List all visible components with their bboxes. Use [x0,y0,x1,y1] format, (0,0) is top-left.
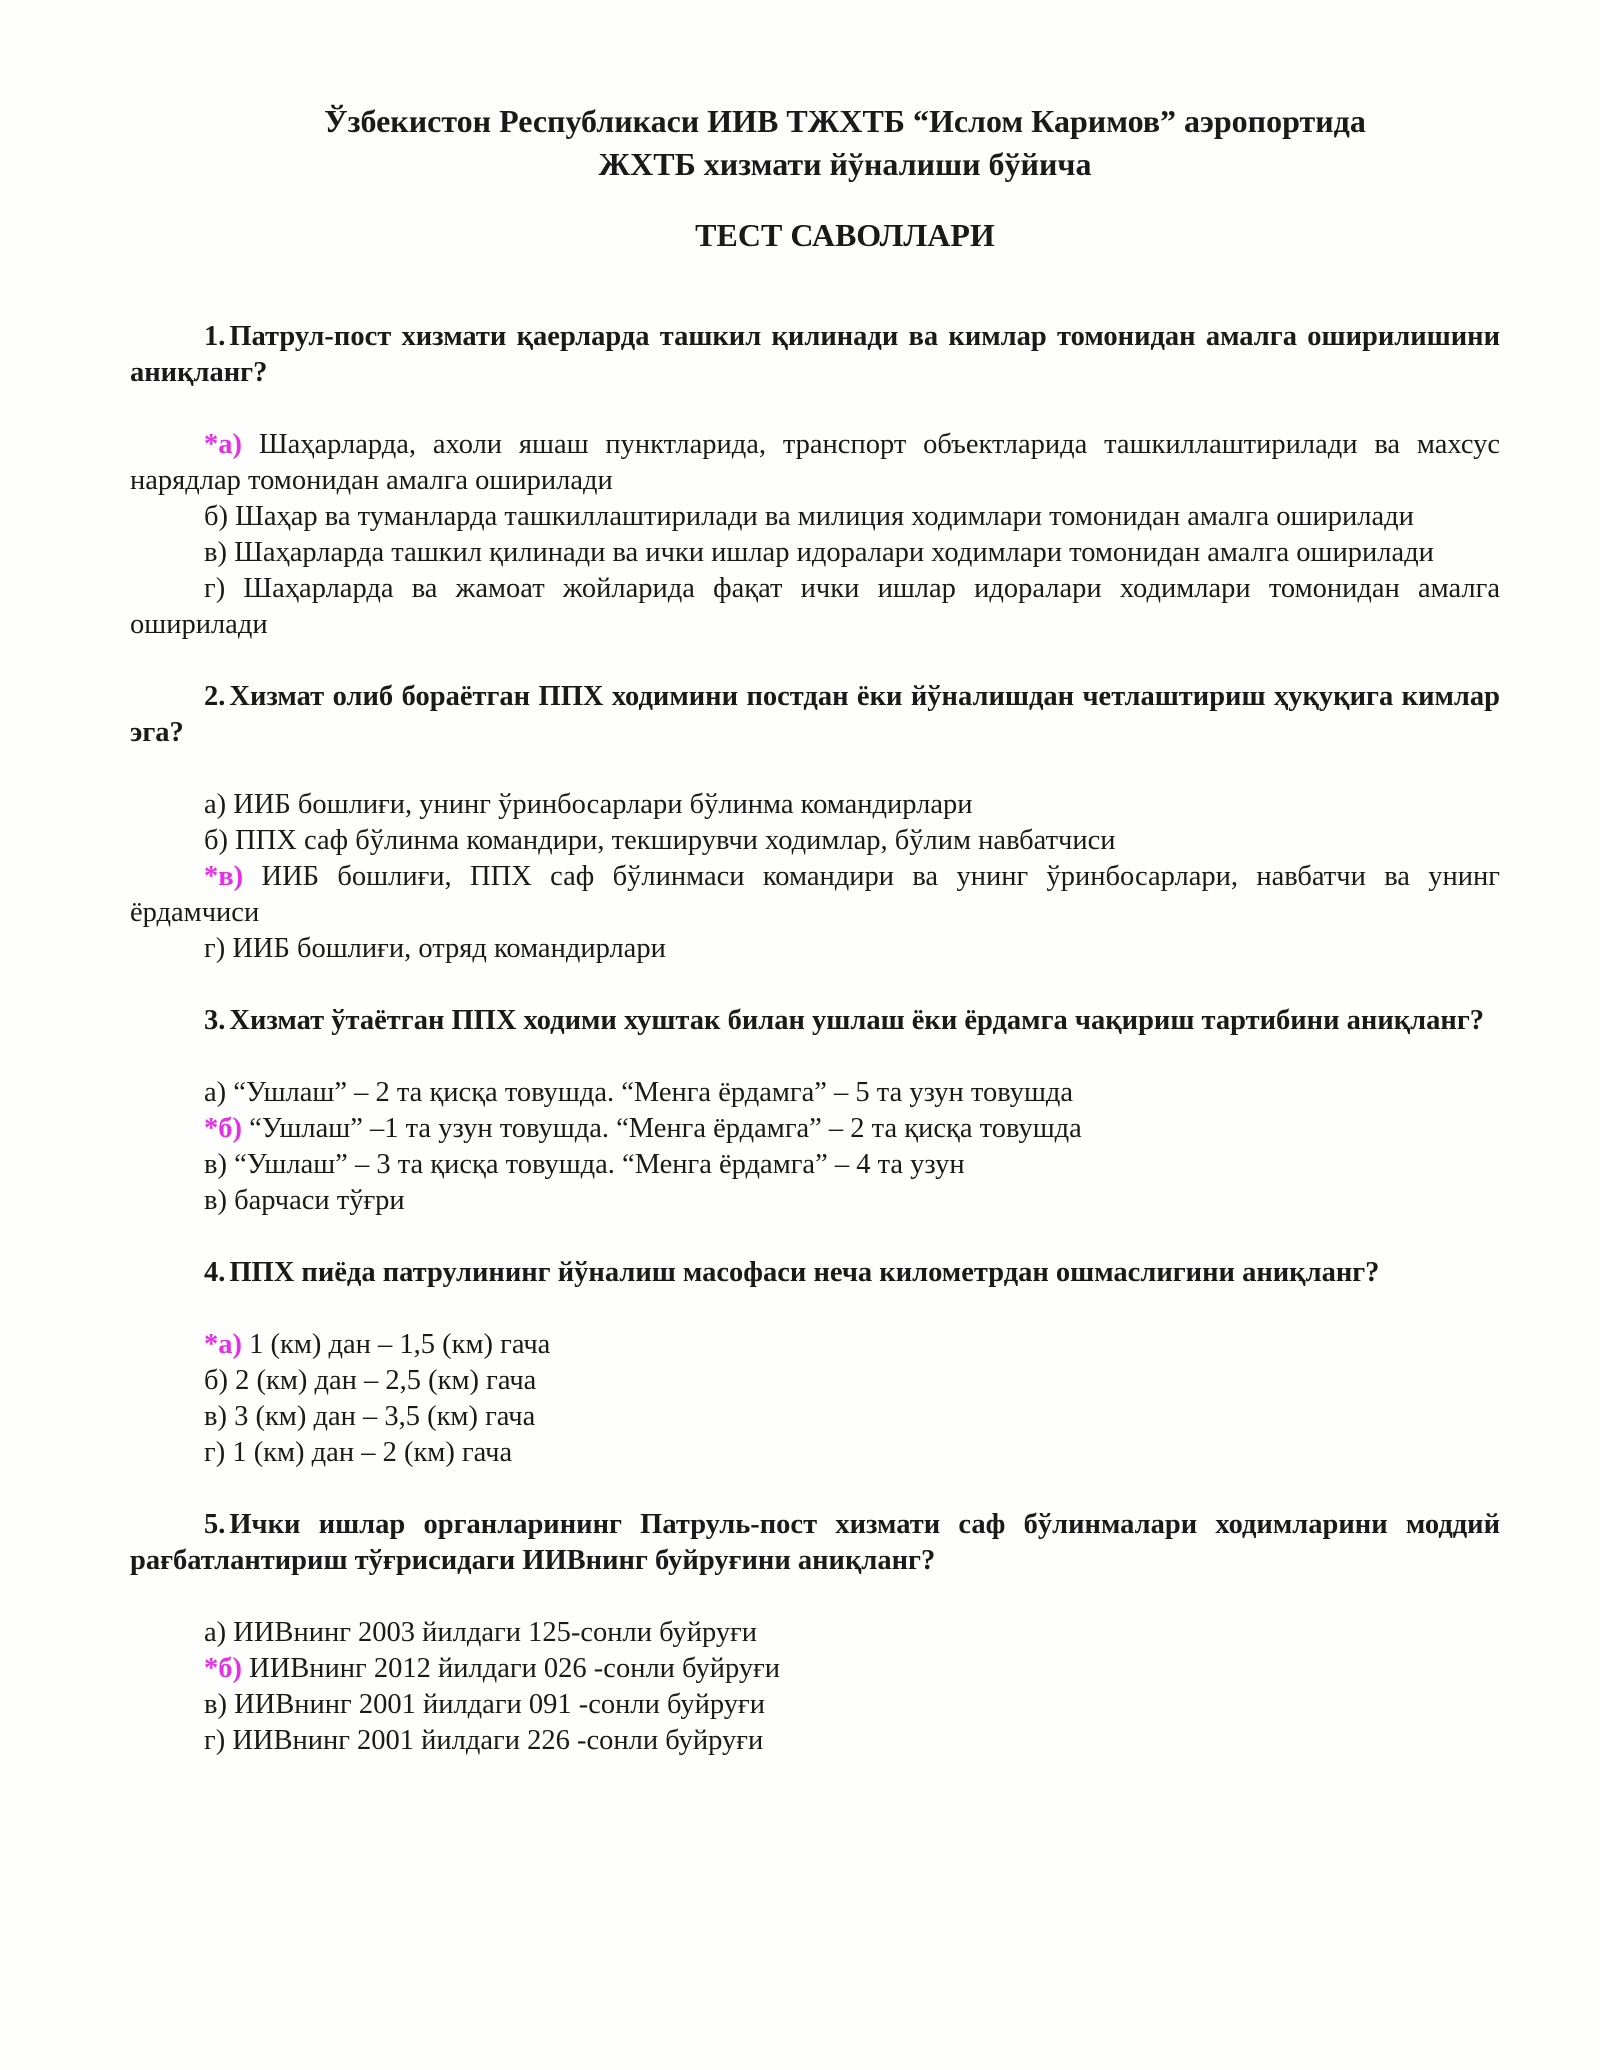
document-header [190,100,1500,186]
question-number: 5. [204,1509,226,1540]
answer-marker: б) [204,825,228,856]
answer-text: барчаси тўғри [226,1185,405,1216]
answer-option [130,1435,1500,1471]
document-title: ТЕСТ САВОЛЛАРИ [695,217,995,253]
question-block [130,319,1500,643]
answer-text: ИИВнинг 2001 йилдаги 226 -сонли буйруғи [225,1725,764,1756]
question-block [130,1255,1500,1471]
question-body: Хизмат олиб бораётган ППХ ходимини постдан ёки йўналишдан четлаштириш ҳуқуқига кимлар эга? [130,681,1500,748]
answer-option [130,1111,1500,1147]
answer-text: “Ушлаш” – 3 та қисқа товушда. “Менга ёрдамга” – 4 та узун [226,1149,965,1180]
question-block [130,1507,1500,1759]
answer-option [130,535,1500,571]
answer-option [130,499,1500,535]
answer-marker: г) [204,933,226,964]
question-text [130,679,1500,751]
answer-option [130,1075,1500,1111]
answer-option [130,931,1500,967]
answer-text: ИИВнинг 2001 йилдаги 091 -сонли буйруғи [226,1689,765,1720]
question-body: Ички ишлар органларининг Патруль-пост хизмати саф бўлинмалари ходимларини моддий рағбатлантириш тўғрисидаги ИИВнинг буйруғини аниқланг? [130,1509,1500,1576]
answer-option [130,859,1500,931]
answer-text: “Ушлаш” – 2 та қисқа товушда. “Менга ёрдамга” – 5 та узун товушда [226,1077,1074,1108]
answer-marker: г) [204,1725,226,1756]
answer-option [130,1399,1500,1435]
question-text [130,1255,1500,1291]
answer-marker: в) [204,1689,227,1720]
answer-option [130,1615,1500,1651]
answer-text: Шаҳар ва туманларда ташкиллаштирилади ва милиция ходимлари томонидан амалга оширилади [228,501,1414,532]
answer-text: ИИБ бошлиғи, ППХ саф бўлинмаси командири ва унинг ўринбосарлари, навбатчи ва унинг ёрдамчиси [130,861,1500,928]
answer-marker: б) [204,1365,228,1396]
question-text [130,1507,1500,1579]
answer-text: ИИВнинг 2003 йилдаги 125-сонли буйруғи [226,1617,758,1648]
question-text [130,319,1500,391]
question-text [130,1003,1500,1039]
correct-answer-marker: *а) [204,429,242,460]
answer-marker: в) [204,537,227,568]
answer-option [130,1363,1500,1399]
answer-text: 1 (км) дан – 2 (км) гача [225,1437,513,1468]
answer-text: ППХ саф бўлинма командири, текширувчи ходимлар, бўлим навбатчиси [228,825,1116,856]
question-body: ППХ пиёда патрулининг йўналиш масофаси неча километрдан ошмаслигини аниқланг? [229,1257,1380,1288]
answer-text: 3 (км) дан – 3,5 (км) гача [226,1401,536,1432]
correct-answer-marker: *б) [204,1653,242,1684]
answer-marker: а) [204,1617,227,1648]
answer-text: ИИБ бошлиғи, отряд командирлари [225,933,666,964]
answer-text: 1 (км) дан – 1,5 (км) гача [242,1329,551,1360]
answer-marker: б) [204,501,228,532]
question-number: 1. [204,321,226,352]
answer-marker: а) [204,789,227,820]
answer-marker: а) [204,1077,227,1108]
answer-marker: в) [204,1149,227,1180]
answer-option [130,1327,1500,1363]
answer-option [130,787,1500,823]
question-body: Патрул-пост хизмати қаерларда ташкил қилинади ва кимлар томонидан амалга оширилишини аниқланг? [130,321,1500,388]
questions-list [130,319,1500,1759]
answer-marker: г) [204,573,226,604]
question-body: Хизмат ўтаётган ППХ ходими хуштак билан ушлаш ёки ёрдамга чақириш тартибини аниқланг? [229,1005,1485,1036]
answer-text: “Ушлаш” –1 та узун товушда. “Менга ёрдамга” – 2 та қисқа товушда [242,1113,1082,1144]
question-number: 2. [204,681,226,712]
answer-text: ИИВнинг 2012 йилдаги 026 -сонли буйруғи [242,1653,781,1684]
answer-marker: г) [204,1437,226,1468]
answer-option [130,1723,1500,1759]
answer-text: 2 (км) дан – 2,5 (км) гача [228,1365,537,1396]
answer-option [130,1147,1500,1183]
question-block [130,679,1500,967]
header-line-1: Ўзбекистон Республикаси ИИВ ТЖХТБ “Ислом Каримов” аэропортида [324,103,1366,139]
answer-option [130,571,1500,643]
correct-answer-marker: *в) [204,861,244,892]
correct-answer-marker: *а) [204,1329,242,1360]
answer-marker: в) [204,1401,227,1432]
question-block [130,1003,1500,1219]
answer-option [130,823,1500,859]
correct-answer-marker: *б) [204,1113,242,1144]
answer-option [130,1687,1500,1723]
answer-text: Шаҳарларда, ахоли яшаш пунктларида, транспорт объектларида ташкиллаштирилади ва махсус нарядлар томонидан амалга оширилади [130,429,1500,496]
answer-text: Шаҳарларда ва жамоат жойларида фақат ички ишлар идоралари ходимлари томонидан амалга оширилади [130,573,1500,640]
answer-option [130,1183,1500,1219]
answer-text: ИИБ бошлиғи, унинг ўринбосарлари бўлинма командирлари [226,789,973,820]
answer-marker: в) [204,1185,227,1216]
answer-option [130,427,1500,499]
question-number: 4. [204,1257,226,1288]
answer-option [130,1651,1500,1687]
question-number: 3. [204,1005,226,1036]
answer-text: Шаҳарларда ташкил қилинади ва ички ишлар идоралари ходимлари томонидан амалга оширилади [226,537,1434,568]
header-line-2: ЖХТБ хизмати йўналиши бўйича [598,146,1092,182]
